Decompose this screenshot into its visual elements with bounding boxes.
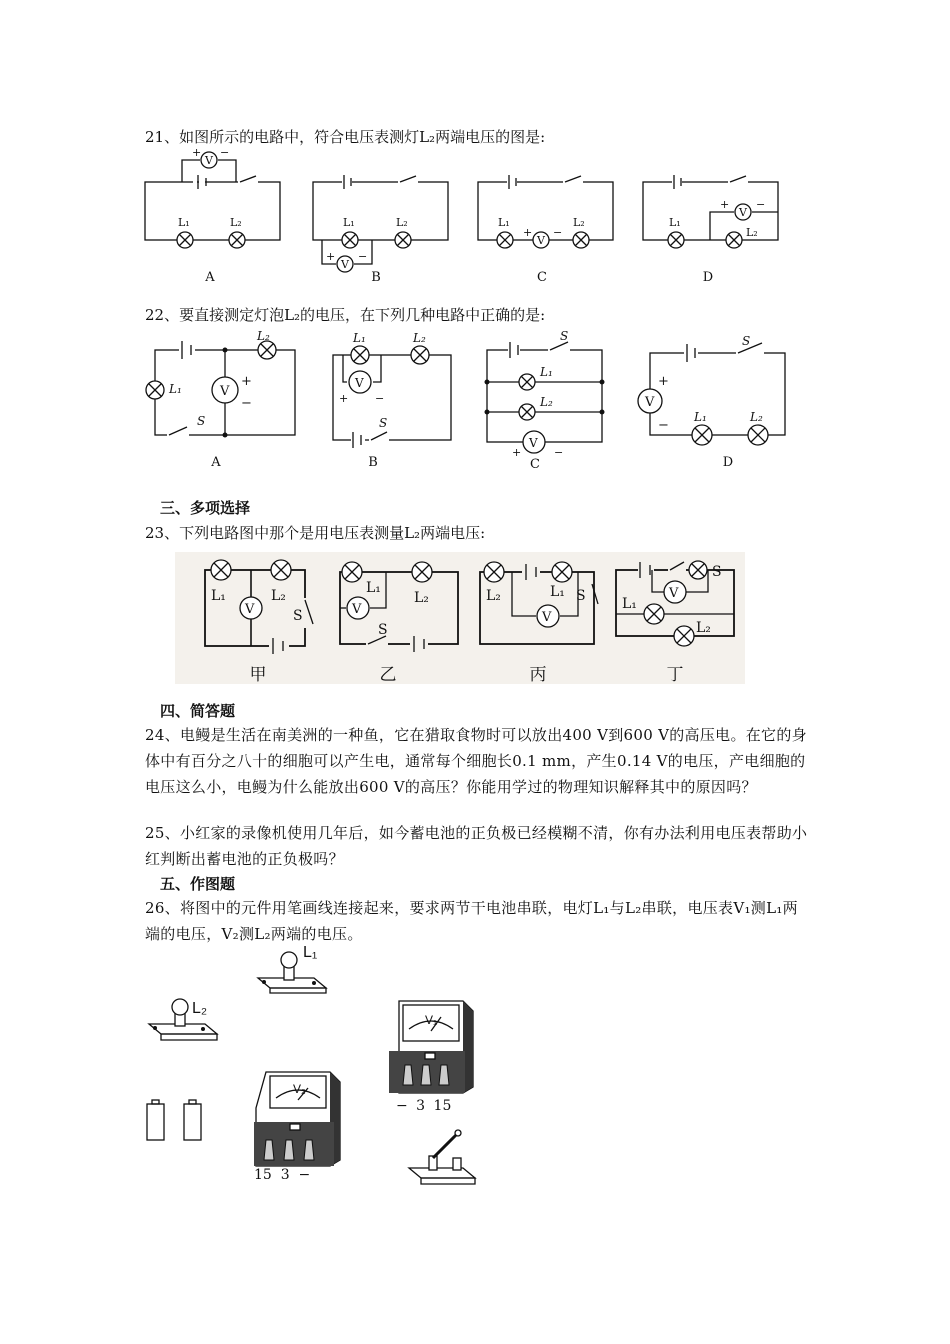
q21-diagram-b xyxy=(308,150,458,280)
knife-switch-component xyxy=(405,1128,480,1186)
svg-text:−: − xyxy=(220,146,230,159)
q23-diagram-ding xyxy=(608,556,743,656)
svg-text:+: + xyxy=(720,198,730,211)
svg-text:S: S xyxy=(379,416,388,430)
q21-label-a: A xyxy=(205,270,215,285)
q21-label-c: C xyxy=(537,270,547,285)
voltmeter-v2-label: V₂ xyxy=(293,1082,306,1096)
battery-2-icon xyxy=(182,1098,204,1142)
svg-text:L₁: L₁ xyxy=(550,584,565,600)
svg-text:V: V xyxy=(537,234,545,247)
svg-text:L₁: L₁ xyxy=(498,216,510,229)
svg-text:S: S xyxy=(293,608,303,624)
svg-text:−: − xyxy=(358,250,368,263)
svg-text:L₁: L₁ xyxy=(211,588,226,604)
svg-text:S: S xyxy=(197,414,206,428)
svg-text:+: + xyxy=(326,250,336,263)
svg-text:−: − xyxy=(554,446,564,459)
svg-text:L₂: L₂ xyxy=(750,410,763,424)
q22-label-c: C xyxy=(530,457,540,472)
q23-label-yi: 乙 xyxy=(379,665,397,685)
svg-text:L₂: L₂ xyxy=(573,216,585,229)
lamp-l1-label: L₁ xyxy=(303,944,318,961)
svg-text:V: V xyxy=(352,602,362,617)
svg-text:L₁: L₁ xyxy=(169,382,182,396)
q23-label-ding: 丁 xyxy=(666,665,684,685)
q23-diagram-yi xyxy=(330,558,470,658)
q22-label-b: B xyxy=(368,455,378,470)
svg-text:L₂: L₂ xyxy=(746,226,758,239)
svg-text:V: V xyxy=(669,586,679,601)
q26-text: 26、将图中的元件用笔画线连接起来，要求两节干电池串联，电灯L₁与L₂串联，电压表V₁测L₁两端的电压，V₂测L₂两端的电压。 xyxy=(145,899,798,943)
q22-text: 22、要直接测定灯泡L₂的电压，在下列几种电路中正确的是: xyxy=(145,306,546,324)
svg-text:+: + xyxy=(339,392,349,405)
svg-text:V: V xyxy=(645,395,655,410)
svg-text:S: S xyxy=(378,622,388,638)
q21-label-d: D xyxy=(702,270,714,285)
section-4-heading: 四、简答题 xyxy=(160,702,236,720)
lamp-l2-component xyxy=(145,1000,230,1050)
svg-text:V: V xyxy=(245,602,255,617)
svg-text:−: − xyxy=(241,396,252,411)
q23-diagram-bing xyxy=(474,558,604,658)
svg-text:S: S xyxy=(742,334,751,348)
lamp-l1-component xyxy=(250,948,335,998)
voltmeter-v1-component xyxy=(387,995,477,1100)
svg-text:+: + xyxy=(241,374,252,389)
section-3-heading: 三、多项选择 xyxy=(160,499,251,517)
svg-text:L₂: L₂ xyxy=(396,216,408,229)
q22-diagram-b xyxy=(325,330,460,450)
q23-text: 23、下列电路图中那个是用电压表测量L₂两端电压: xyxy=(145,524,486,542)
q22-label-a: A xyxy=(211,455,221,470)
svg-text:−: − xyxy=(553,226,563,239)
q21-diagram-c xyxy=(473,150,623,250)
svg-text:L₂: L₂ xyxy=(257,329,270,343)
battery-1-icon xyxy=(145,1098,167,1142)
q22-diagram-c xyxy=(482,329,607,459)
voltmeter-v2-terminals: 15 3 − xyxy=(254,1167,311,1183)
svg-text:S: S xyxy=(560,329,569,343)
svg-text:S: S xyxy=(712,564,722,580)
svg-text:L₂: L₂ xyxy=(540,395,553,409)
svg-text:L₁: L₁ xyxy=(622,596,637,612)
svg-text:+: + xyxy=(658,374,669,389)
svg-text:L₂: L₂ xyxy=(271,588,286,604)
svg-text:S: S xyxy=(576,588,586,604)
q21-text: 21、如图所示的电路中，符合电压表测灯L₂两端电压的图是: xyxy=(145,128,546,146)
svg-text:−: − xyxy=(756,198,766,211)
svg-text:+: + xyxy=(523,226,533,239)
svg-text:L₁: L₁ xyxy=(694,410,707,424)
svg-text:V: V xyxy=(355,376,364,390)
voltmeter-v1-label: V₁ xyxy=(425,1013,438,1027)
svg-text:+: + xyxy=(512,446,522,459)
q22-diagram-d xyxy=(630,335,790,445)
svg-text:L₂: L₂ xyxy=(230,216,242,229)
svg-text:V: V xyxy=(542,610,552,625)
q23-diagram-jia xyxy=(185,558,325,658)
svg-text:L₁: L₁ xyxy=(366,580,381,596)
q21-diagram-a xyxy=(140,146,290,250)
q22-diagram-a xyxy=(145,329,305,445)
svg-text:V: V xyxy=(220,384,230,399)
svg-text:V: V xyxy=(529,436,538,450)
q23-label-bing: 丙 xyxy=(529,665,547,685)
svg-text:L₁: L₁ xyxy=(178,216,190,229)
section-5-heading: 五、作图题 xyxy=(160,875,236,893)
svg-text:L₁: L₁ xyxy=(540,365,553,379)
svg-text:L₂: L₂ xyxy=(696,620,711,636)
q24-text: 24、电鳗是生活在南美洲的一种鱼，它在猎取食物时可以放出400 V到600 V的高压电。在它的身体中有百分之八十的细胞可以产生电，通常每个细胞长0.1 mm，产生0.14 V的电压，产电细胞的电压这么小，电鳗为什么能放出600 V的高压？你能用学过的物理知识解释其中的原因吗？ xyxy=(145,726,807,796)
svg-text:V: V xyxy=(341,258,349,271)
svg-text:L₂: L₂ xyxy=(414,590,429,606)
svg-text:L₁: L₁ xyxy=(669,216,681,229)
lamp-l2-label: L₂ xyxy=(192,1000,208,1017)
svg-text:V: V xyxy=(739,206,747,219)
q25-text: 25、小红家的录像机使用几年后，如今蓄电池的正负极已经模糊不清，你有办法利用电压表帮助小红判断出蓄电池的正负极吗？ xyxy=(145,824,808,868)
svg-text:L₁: L₁ xyxy=(343,216,355,229)
svg-text:V: V xyxy=(205,154,213,167)
svg-text:+: + xyxy=(192,146,202,159)
svg-text:−: − xyxy=(658,418,669,433)
svg-text:L₂: L₂ xyxy=(413,331,426,345)
svg-text:L₁: L₁ xyxy=(353,331,366,345)
voltmeter-v1-terminals: − 3 15 xyxy=(396,1098,452,1114)
svg-text:L₂: L₂ xyxy=(486,588,501,604)
q22-label-d: D xyxy=(722,455,734,470)
q23-label-jia: 甲 xyxy=(249,665,267,685)
q21-label-b: B xyxy=(371,270,381,285)
q21-diagram-d xyxy=(638,150,788,250)
svg-text:−: − xyxy=(375,392,385,405)
